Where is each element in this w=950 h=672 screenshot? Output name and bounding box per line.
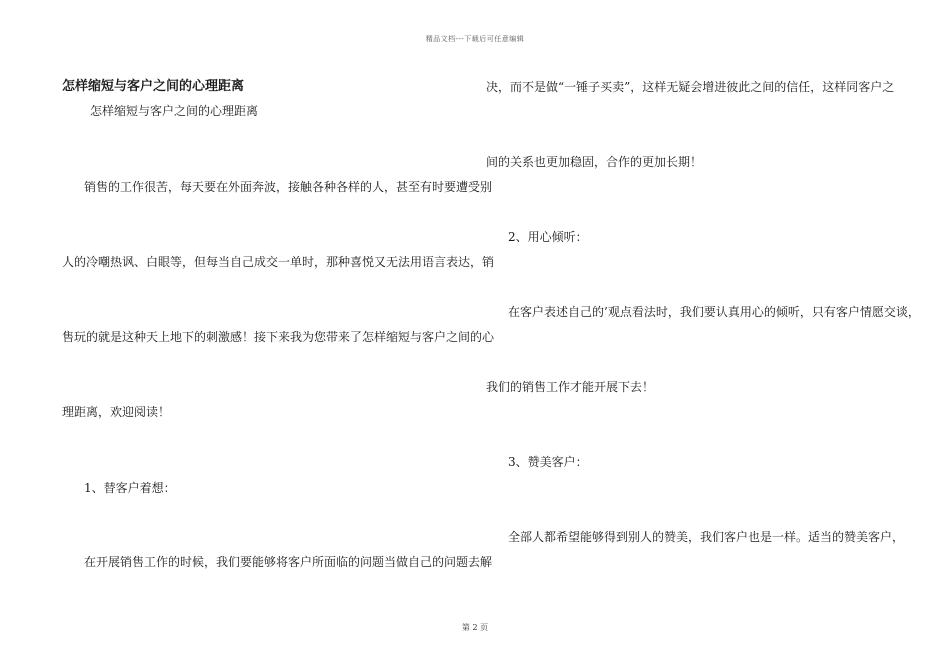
paragraph-line: 我们的销售工作才能开展下去！ [486,380,655,394]
paragraph-line: 在开展销售工作的时候，我们要能够将客户所面临的问题当做自己的问题去解 [84,555,493,569]
paragraph-line: 全部人都希望能够得到别人的赞美，我们客户也是一样。适当的赞美客户， [508,530,905,544]
paragraph-line: 销售的工作很苦，每天要在外面奔波，接触各种各样的人，甚至有时要遭受别 [84,180,493,194]
paragraph-line: 售玩的就是这种天上地下的刺激感！接下来我为您带来了怎样缩短与客户之间的心 [62,330,495,344]
section-heading: 2、用心倾听： [508,230,588,244]
document-subtitle: 怎样缩短与客户之间的心理距离 [90,104,259,118]
paragraph-line: 间的关系也更加稳固，合作的更加长期！ [486,155,703,169]
paragraph-line: 理距离，欢迎阅读！ [62,405,171,419]
paragraph-line: 在客户表述自己的’观点看法时，我们要认真用心的倾听，只有客户情愿交谈， [508,305,920,319]
document-title: 怎样缩短与客户之间的心理距离 [62,79,245,94]
section-heading: 3、赞美客户： [508,455,588,469]
page-number: 第 2 页 [461,623,489,632]
paragraph-line: 决，而不是做“一锤子买卖”，这样无疑会增进彼此之间的信任，这样同客户之 [486,80,895,94]
section-heading: 1、替客户着想： [84,481,176,495]
paragraph-line: 人的冷嘲热讽、白眼等，但每当自己成交一单时，那种喜悦又无法用语言表达，销 [62,255,495,269]
page-header: 精品文档---下载后可任意编辑 [425,35,525,43]
